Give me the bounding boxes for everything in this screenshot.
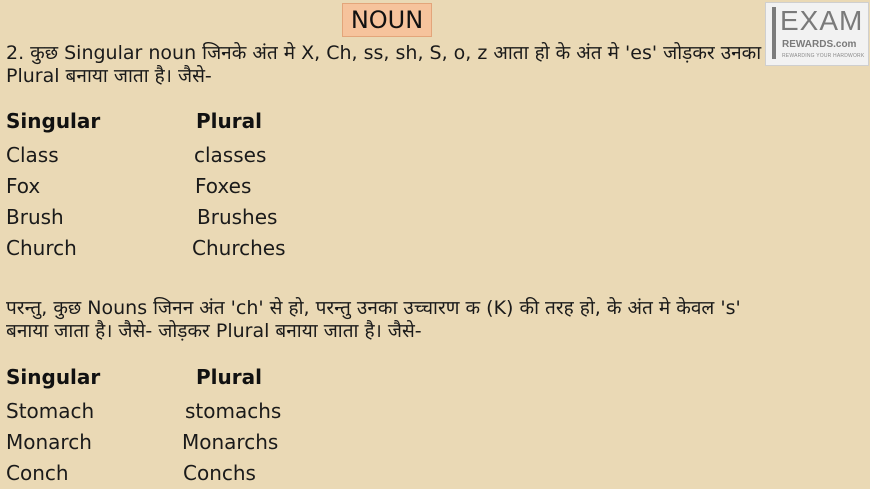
plural-word: Conchs [183,461,256,485]
logo-exam-text: EXAM [780,5,864,36]
plural-header: Plural [196,365,262,389]
singular-word: Church [6,236,77,260]
singular-word: Monarch [6,430,92,454]
table-row [0,142,870,168]
rule-paragraph-2: परन्तु, कुछ Nouns जिनन अंत 'ch' से हो, परन्तु उनका उच्चारण क (K) की तरह हो, के अंत मे केवल 's' बनाया जाता है। जैसे- जोड़कर Plural बनाया जाता है। जैसे- [6,297,741,342]
singular-word: Stomach [6,399,95,423]
singular-word: Class [6,143,59,167]
table-row [0,429,870,455]
plural-word: classes [194,143,267,167]
table-header-2 [0,364,870,390]
singular-header: Singular [6,109,101,133]
singular-header: Singular [6,365,101,389]
table-header-1 [0,108,870,134]
logo-rewards-text: REWARDS.com [782,39,857,50]
singular-word: Conch [6,461,69,485]
table-row [0,204,870,230]
exam-rewards-logo [765,2,869,66]
rule-paragraph-1: 2. कुछ Singular noun जिनके अंत मे X, Ch, ss, sh, S, o, z आता हो के अंत मे 'es' जोड़कर उनका Plural बनाया जाता है। जैसे- [6,42,762,87]
table-row [0,460,870,486]
plural-word: stomachs [185,399,282,423]
table-row [0,398,870,424]
plural-word: Monarchs [182,430,279,454]
singular-word: Brush [6,205,64,229]
plural-word: Foxes [195,174,252,198]
plural-word: Brushes [197,205,278,229]
plural-header: Plural [196,109,262,133]
table-row [0,235,870,261]
plural-word: Churches [192,236,286,260]
logo-tagline: REWARDING YOUR HARDWORK [782,53,865,59]
logo-bar [772,7,776,59]
page-title: NOUN [342,3,432,37]
singular-word: Fox [6,174,41,198]
table-row [0,173,870,199]
